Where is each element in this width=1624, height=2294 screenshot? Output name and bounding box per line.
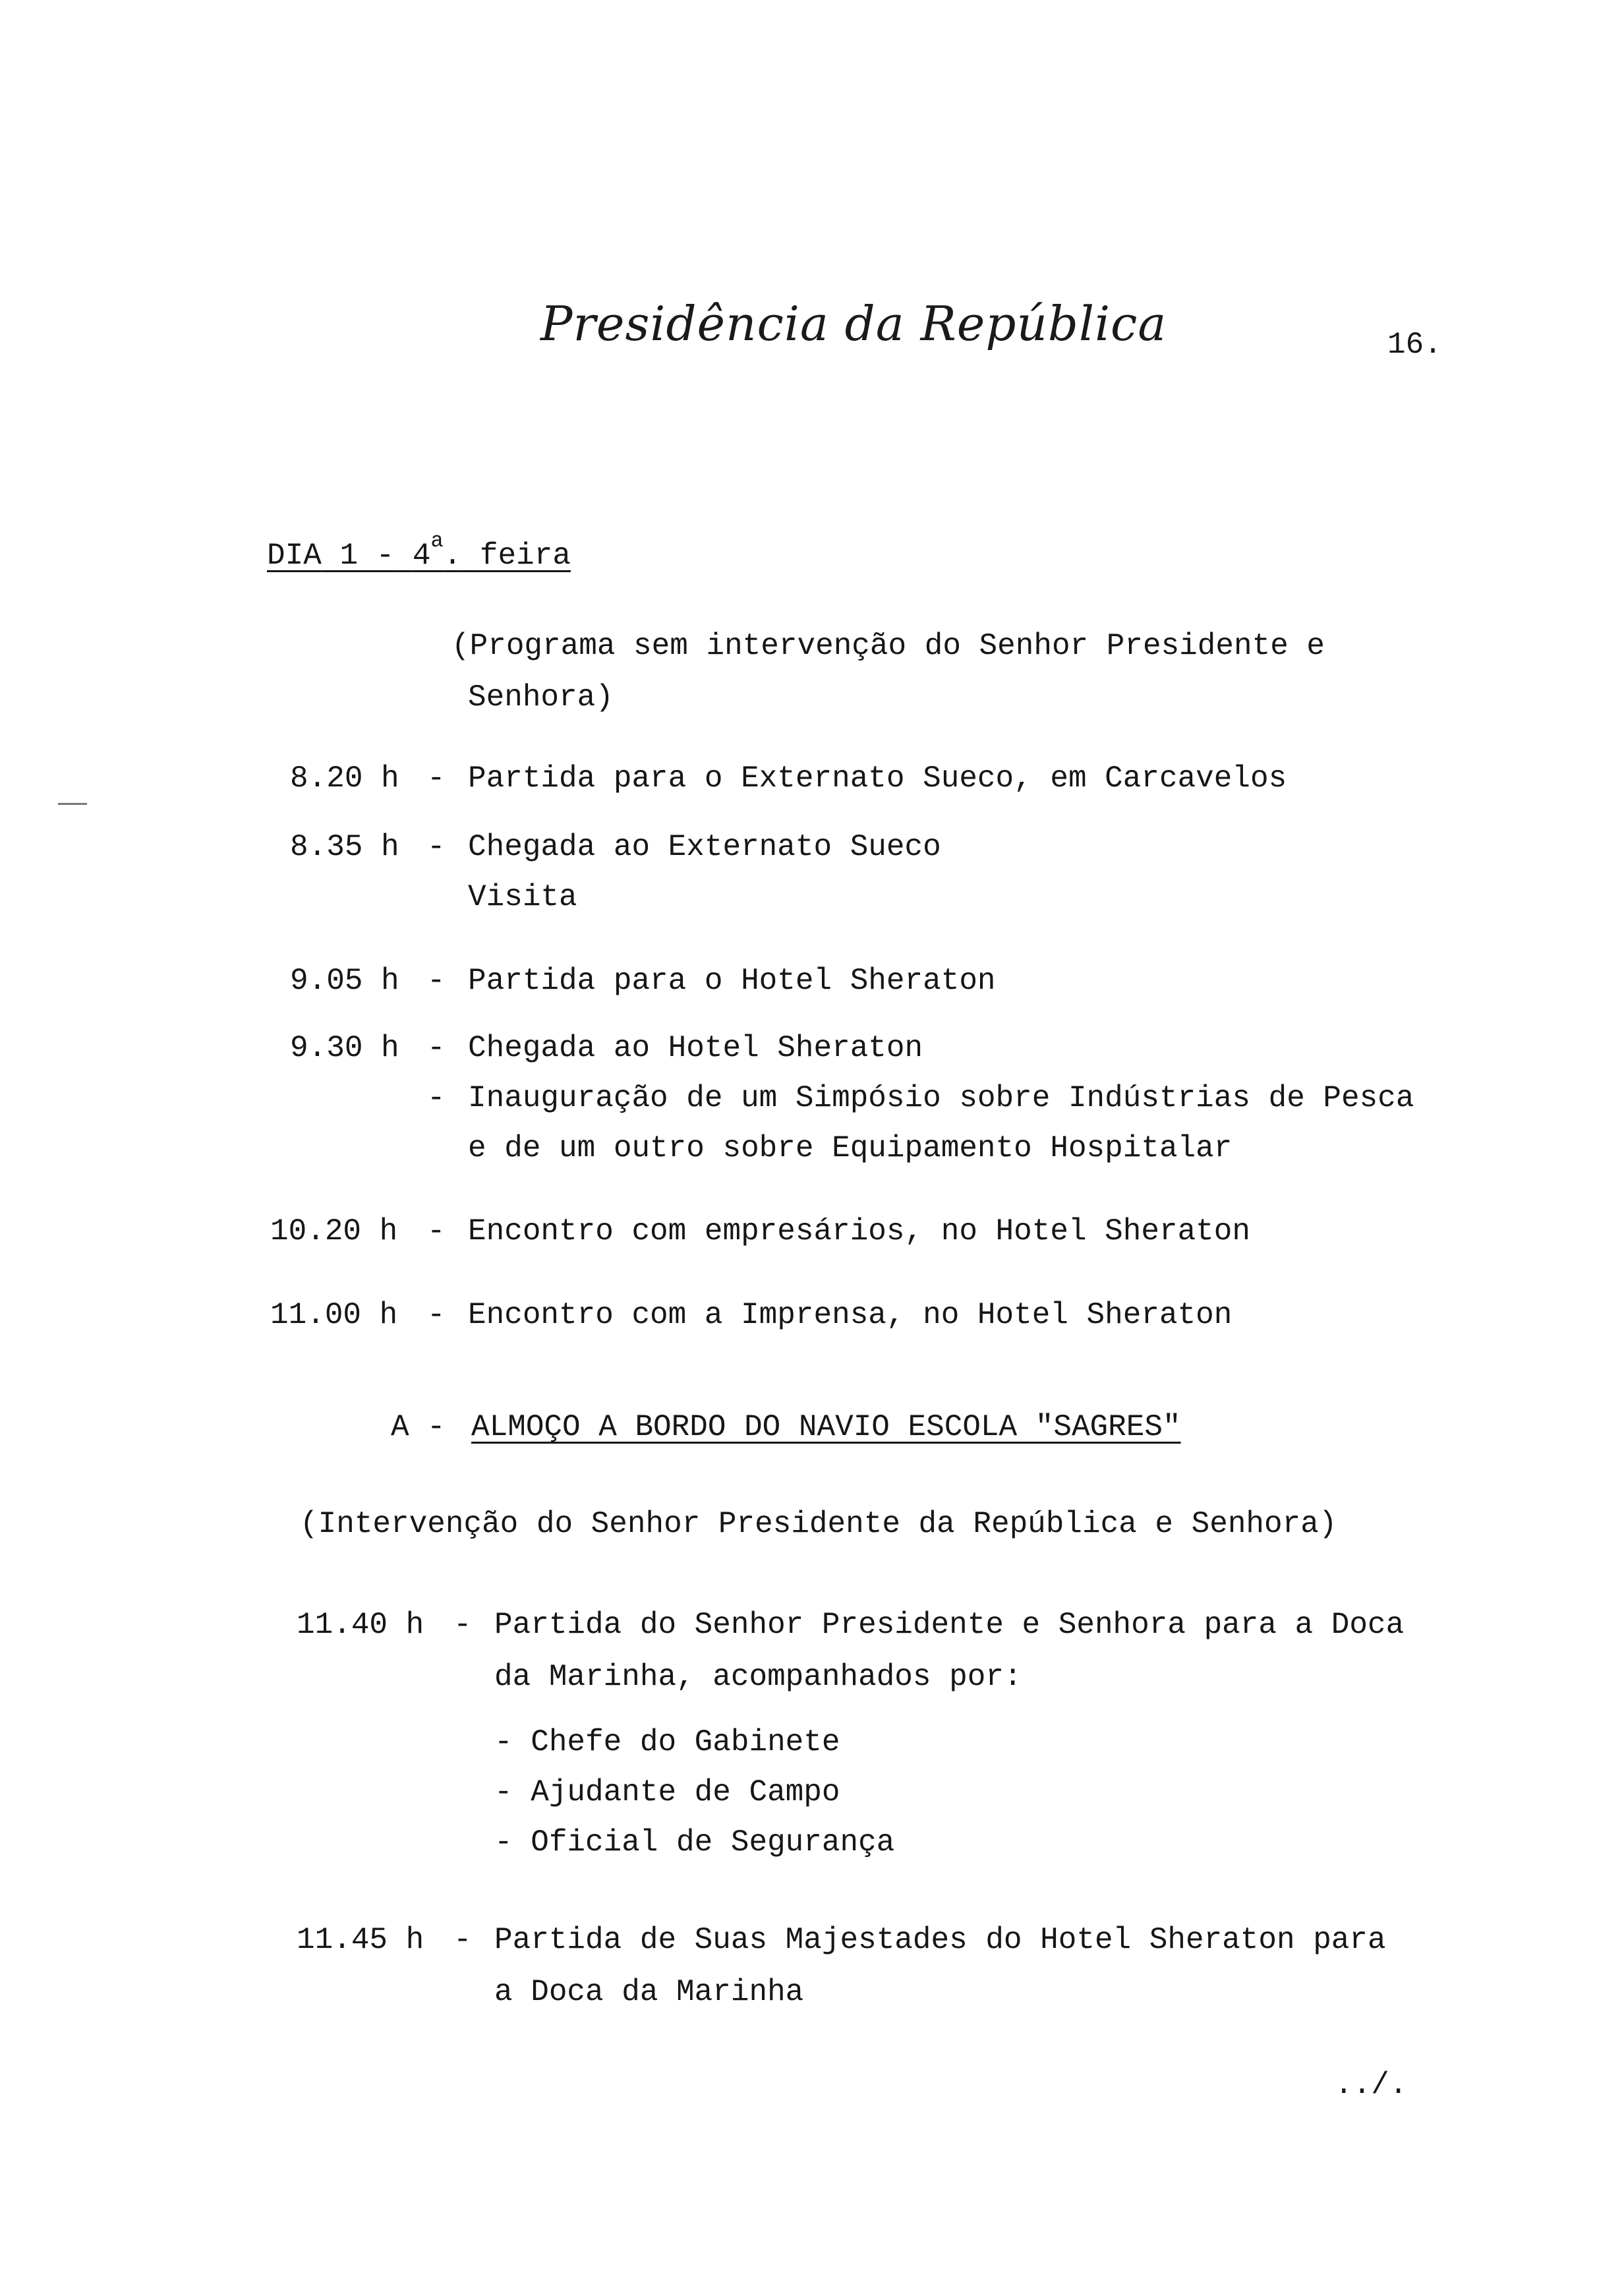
- schedule-text: Inauguração de um Simpósio sobre Indústrias de Pesca: [468, 1081, 1414, 1115]
- section-letter: A: [391, 1410, 409, 1444]
- day-ordinal-suffix: a: [430, 529, 444, 553]
- program-note-line-2: Senhora): [468, 680, 614, 715]
- schedule-text: Partida para o Externato Sueco, em Carcavelos: [468, 761, 1287, 796]
- day-ordinal-dot: .: [443, 539, 462, 573]
- schedule-text: e de um outro sobre Equipamento Hospitalar: [468, 1131, 1232, 1165]
- schedule-text: Encontro com empresários, no Hotel Sheraton: [468, 1214, 1250, 1249]
- schedule-time: 11.00 h: [270, 1298, 398, 1332]
- margin-mark: [58, 803, 87, 805]
- schedule-text: Partida do Senhor Presidente e Senhora para a Doca: [494, 1608, 1405, 1642]
- schedule-dash: -: [427, 964, 446, 998]
- day-weekday: feira: [479, 539, 571, 573]
- section-title: ALMOÇO A BORDO DO NAVIO ESCOLA "SAGRES": [471, 1410, 1181, 1444]
- companion-dash: -: [494, 1775, 513, 1809]
- companion-text: Oficial de Segurança: [531, 1825, 895, 1860]
- schedule-text: da Marinha, acompanhados por:: [494, 1660, 1022, 1694]
- schedule-dash: -: [453, 1923, 472, 1957]
- schedule-time: 8.20 h: [290, 761, 399, 796]
- schedule-time: 9.30 h: [290, 1031, 399, 1065]
- companion-text: Ajudante de Campo: [531, 1775, 840, 1809]
- schedule-time: 11.40 h: [297, 1608, 424, 1642]
- schedule-dash: -: [427, 1214, 446, 1249]
- schedule-dash: -: [453, 1608, 472, 1642]
- companion-item: [494, 1777, 840, 1808]
- program-note-line-1: (Programa sem intervenção do Senhor Presidente e: [451, 629, 1325, 663]
- day-label: DIA: [267, 539, 322, 573]
- schedule-time: 10.20 h: [270, 1214, 398, 1249]
- day-dash: -: [376, 539, 395, 573]
- schedule-text: Chegada ao Externato Sueco: [468, 830, 941, 864]
- schedule-dash: -: [427, 1081, 446, 1115]
- letterhead: Presidência da República: [540, 296, 1167, 351]
- schedule-time: 11.45 h: [297, 1923, 424, 1957]
- schedule-time: 9.05 h: [290, 964, 399, 998]
- schedule-text: Partida de Suas Majestades do Hotel Sheraton para: [494, 1923, 1386, 1957]
- schedule-text: Encontro com a Imprensa, no Hotel Sheraton: [468, 1298, 1232, 1332]
- schedule-text: Visita: [468, 880, 577, 914]
- companion-dash: -: [494, 1825, 513, 1860]
- schedule-text: Chegada ao Hotel Sheraton: [468, 1031, 923, 1065]
- schedule-text: a Doca da Marinha: [494, 1975, 804, 2009]
- schedule-dash: -: [427, 830, 446, 864]
- companion-dash: -: [494, 1725, 513, 1759]
- page-number: 16.: [1387, 328, 1442, 362]
- schedule-dash: -: [427, 1298, 446, 1332]
- schedule-dash: -: [427, 761, 446, 796]
- day-heading: [267, 531, 571, 571]
- day-number: 1: [339, 539, 359, 573]
- day-ordinal: 4: [412, 539, 431, 573]
- continuation-mark: ../.: [1335, 2068, 1408, 2102]
- schedule-time: 8.35 h: [290, 830, 399, 864]
- companion-item: [494, 1827, 894, 1858]
- schedule-text: Partida para o Hotel Sheraton: [468, 964, 996, 998]
- section-dash: -: [427, 1410, 446, 1444]
- companion-item: [494, 1727, 840, 1757]
- companion-text: Chefe do Gabinete: [531, 1725, 840, 1759]
- intervention-note: (Intervenção do Senhor Presidente da República e Senhora): [300, 1507, 1337, 1541]
- schedule-dash: -: [427, 1031, 446, 1065]
